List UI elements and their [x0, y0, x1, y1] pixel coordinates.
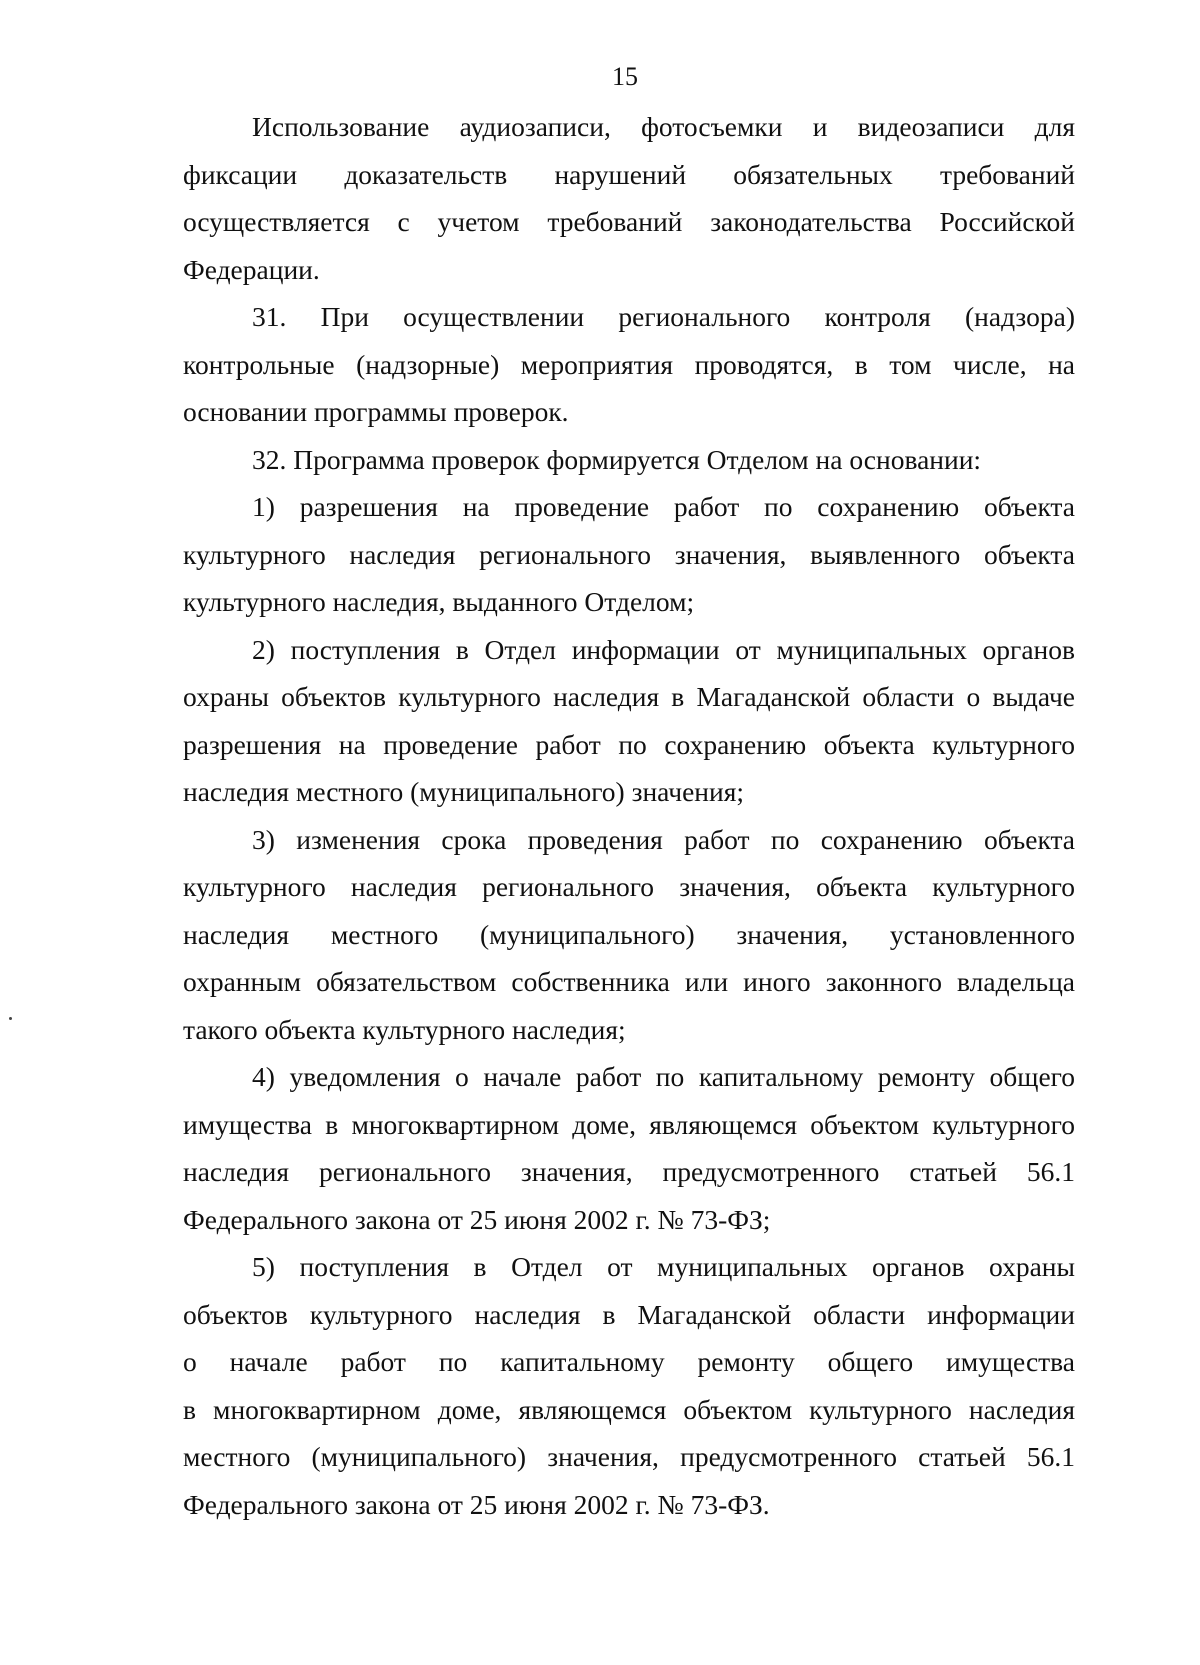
text-line: 2) поступления в Отдел информации от муниципальных органов — [252, 633, 1075, 665]
page-number: 15 — [612, 62, 638, 91]
text-line: Федерации. — [183, 253, 320, 285]
text-line: 1) разрешения на проведение работ по сохранению объекта — [252, 491, 1075, 522]
text-line: такого объекта культурного наследия; — [183, 1013, 626, 1045]
document-body — [183, 103, 1075, 1528]
text-line: охраны объектов культурного наследия в Магаданской области о выдаче — [183, 681, 1075, 712]
text-line: 32. Программа проверок формируется Отделом на основании: — [252, 443, 982, 475]
scan-speck — [9, 1017, 12, 1020]
text-line: в многоквартирном доме, являющемся объектом культурного наследия — [183, 1393, 1075, 1425]
text-line: основании программы проверок. — [183, 396, 569, 427]
text-line: объектов культурного наследия в Магаданской области информации — [183, 1298, 1075, 1330]
text-line: Использование аудиозаписи, фотосъемки и видеозаписи для — [252, 111, 1075, 142]
text-line: 31. При осуществлении регионального контроля (надзора) — [252, 301, 1075, 332]
text-line: имущества в многоквартирном доме, являющемся объектом культурного — [183, 1108, 1075, 1140]
text-line: местного (муниципального) значения, предусмотренного статьей 56.1 — [183, 1441, 1075, 1472]
text-line: 3) изменения срока проведения работ по сохранению объекта — [252, 823, 1075, 855]
text-line: фиксации доказательств нарушений обязательных требований — [183, 158, 1075, 190]
text-line: Федерального закона от 25 июня 2002 г. № 73-ФЗ. — [183, 1488, 770, 1520]
text-line: разрешения на проведение работ по сохранению объекта культурного — [183, 728, 1075, 760]
text-line: осуществляется с учетом требований законодательства Российской — [183, 206, 1075, 237]
text-line: 5) поступления в Отдел от муниципальных органов охраны — [252, 1251, 1075, 1282]
text-line: культурного наследия регионального значения, выявленного объекта — [183, 538, 1075, 570]
text-line: охранным обязательством собственника или иного законного владельца — [183, 966, 1075, 997]
text-line: Федерального закона от 25 июня 2002 г. № 73-ФЗ; — [183, 1203, 771, 1235]
text-line: о начале работ по капитальному ремонту общего имущества — [183, 1346, 1075, 1377]
text-line: 4) уведомления о начале работ по капитальному ремонту общего — [252, 1061, 1075, 1092]
text-line: наследия регионального значения, предусмотренного статьей 56.1 — [183, 1156, 1075, 1187]
text-line: культурного наследия, выданного Отделом; — [183, 586, 695, 617]
text-line: контрольные (надзорные) мероприятия проводятся, в том числе, на — [183, 348, 1075, 380]
text-line: наследия местного (муниципального) значения; — [183, 776, 745, 807]
text-line: наследия местного (муниципального) значения, установленного — [183, 918, 1075, 950]
text-line: культурного наследия регионального значения, объекта культурного — [183, 871, 1075, 902]
